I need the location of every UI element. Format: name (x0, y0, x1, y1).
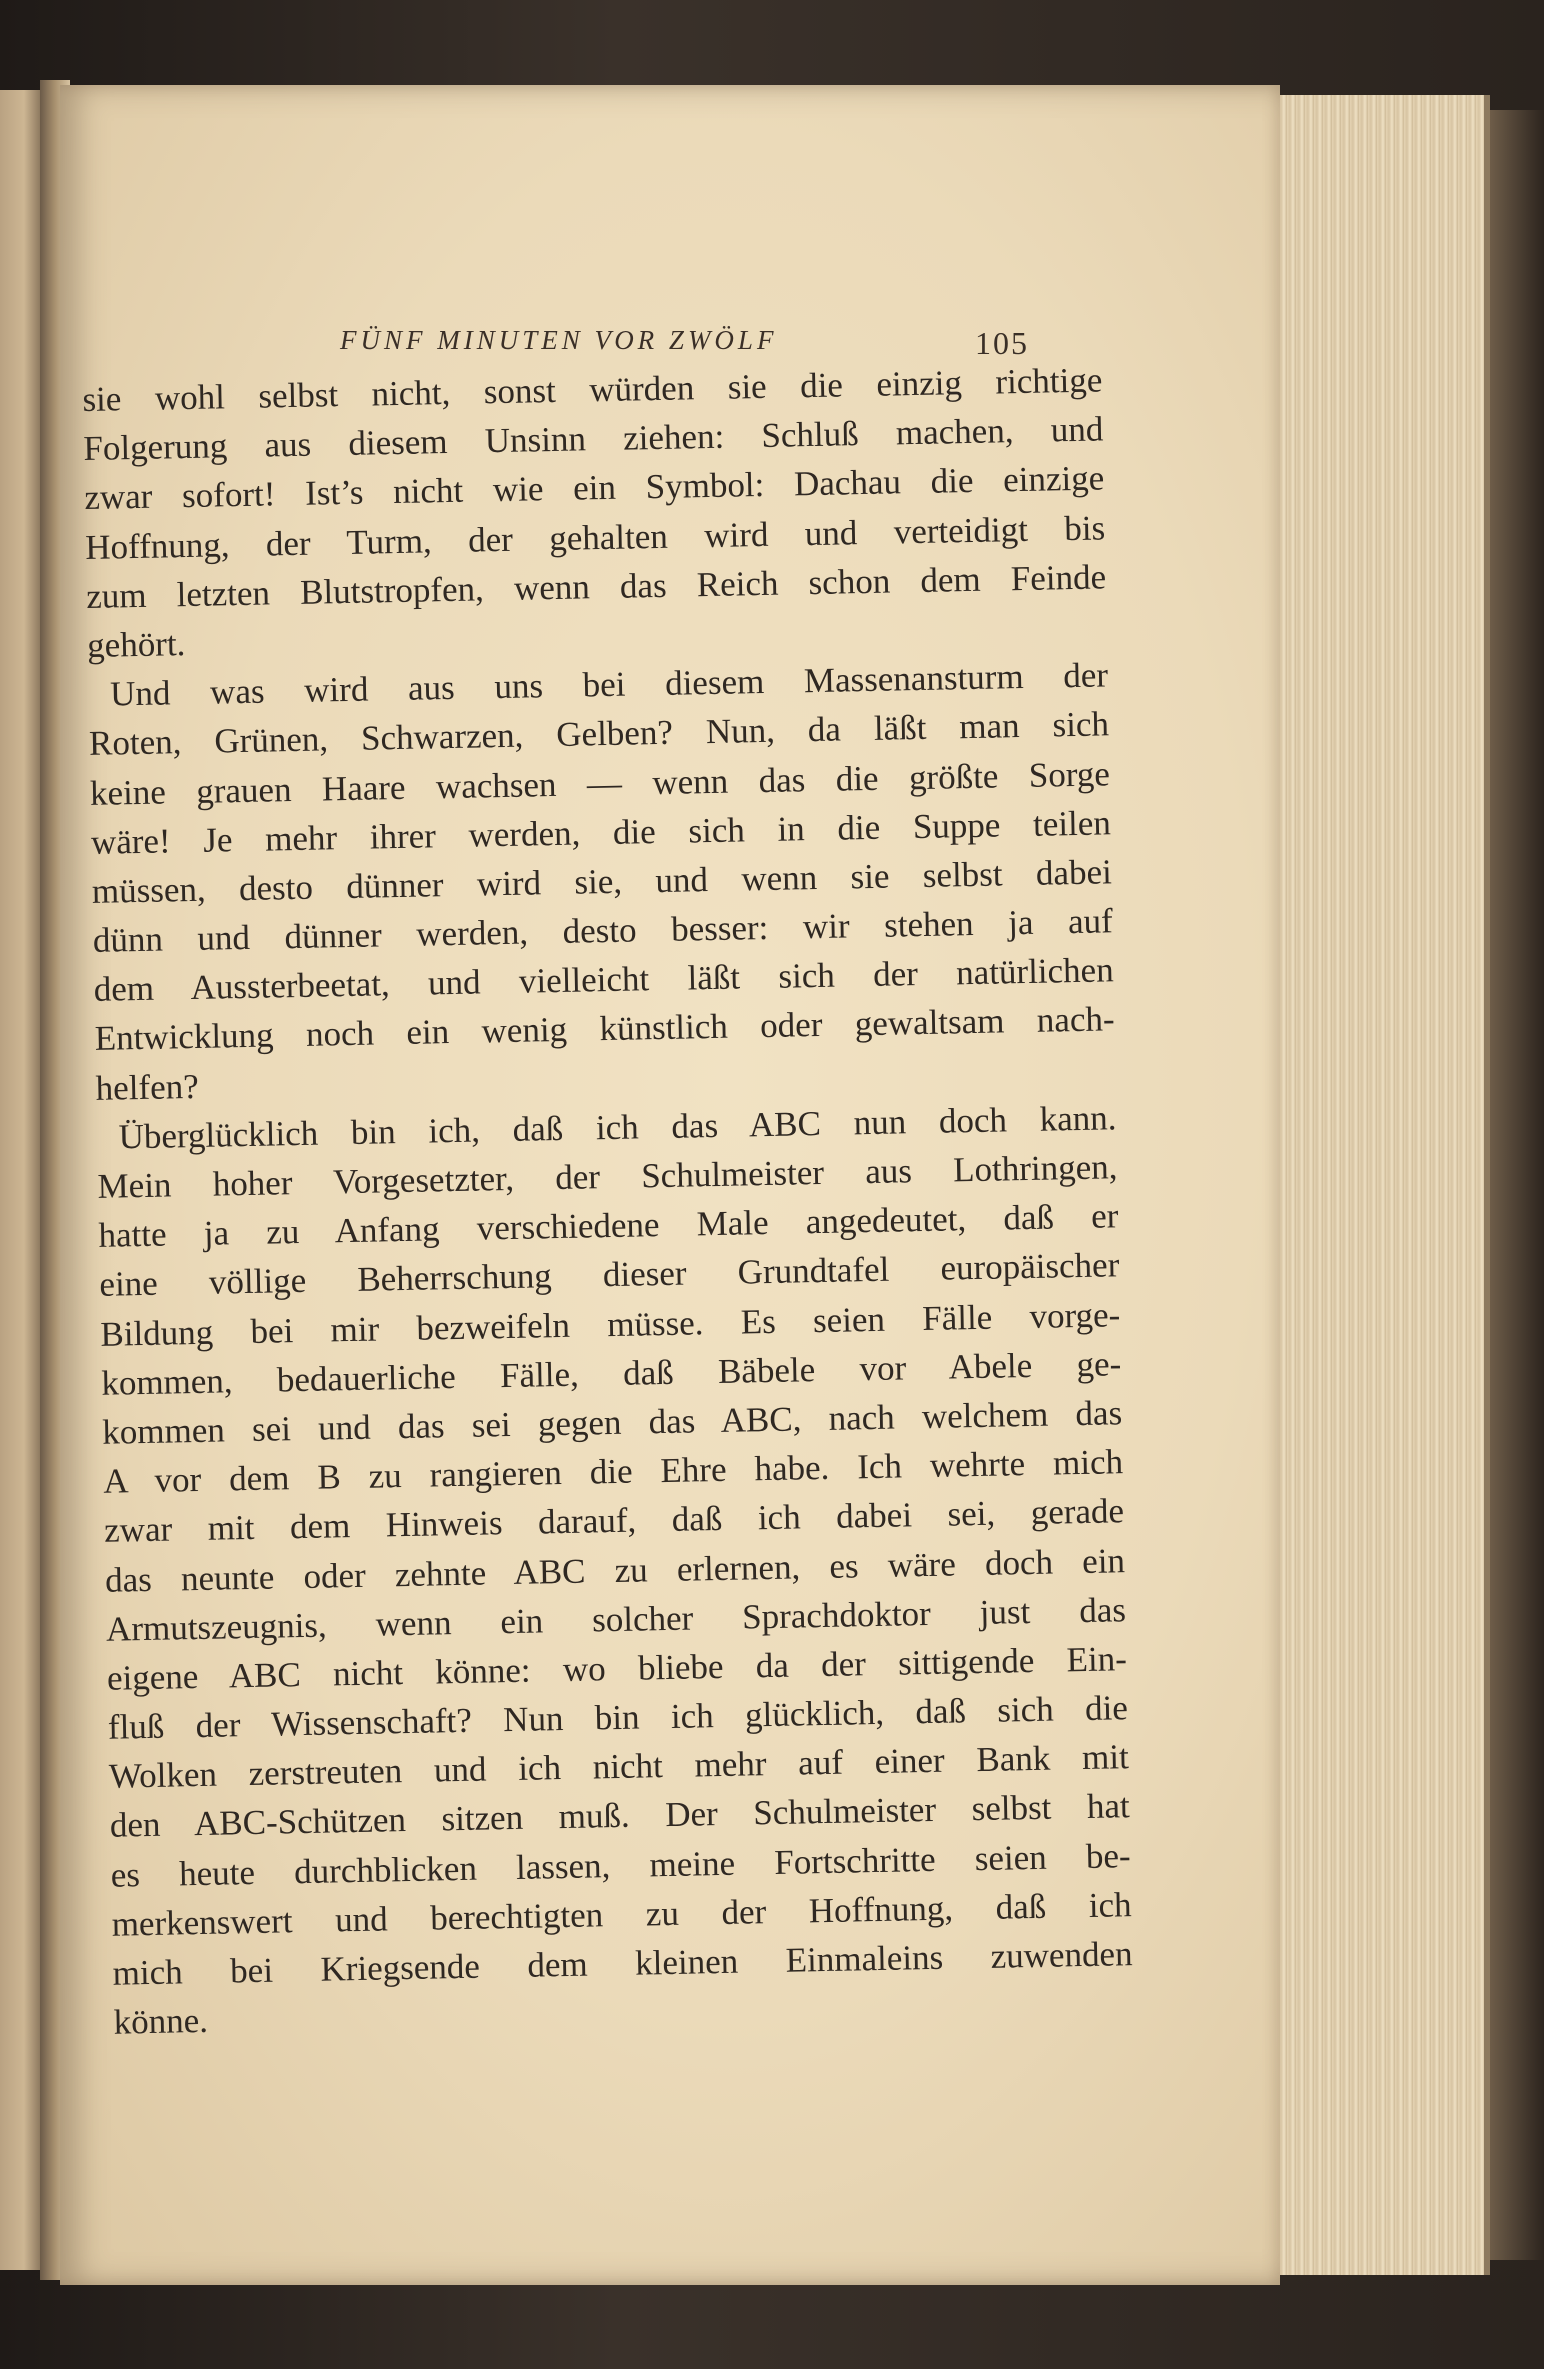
text-line: dünn und dünner werden, desto besser: wir stehen ja auf (92, 901, 1114, 960)
text-line: eigene ABC nicht könne: wo bliebe da der sittigende Ein- (106, 1639, 1128, 1698)
page-number: 105 (975, 325, 1029, 361)
running-head-title: FÜNF MINUTEN VOR ZWÖLF (340, 325, 778, 355)
text-line: dem Aussterbeetat, und vielleicht läßt sich der natürlichen (93, 950, 1114, 1010)
text-line: kommen sei und das sei gegen das ABC, nach welchem das (101, 1393, 1123, 1452)
text-line: Überglücklich bin ich, daß ich das ABC nun doch kann. (118, 1098, 1117, 1157)
text-line: Folgerung aus diesem Unsinn ziehen: Schluß machen, und (83, 409, 1104, 469)
page-stack-edge (1260, 95, 1490, 2275)
text-line: Und was wird aus uns bei diesem Massenansturm der (109, 655, 1109, 714)
text-line: es heute durchblicken lassen, meine Fortschritte seien be- (110, 1835, 1131, 1895)
text-line: Entwicklung noch ein wenig künstlich oder gewaltsam nach- (94, 999, 1115, 1059)
text-line: gehört. (86, 624, 186, 665)
book-cover-edge (1490, 110, 1544, 2260)
text-line: Bildung bei mir bezweifeln müsse. Es seien Fälle vorge- (100, 1294, 1121, 1354)
text-line: Mein hoher Vorgesetzter, der Schulmeister aus Lothringen, (97, 1147, 1118, 1206)
book-page (60, 85, 1280, 2285)
text-line: Hoffnung, der Turm, der gehalten wird und verteidigt bis (84, 507, 1106, 567)
text-line: könne. (113, 2001, 209, 2042)
body-text (82, 355, 1134, 2047)
text-line: A vor dem B zu rangieren die Ehre habe. Ich wehrte mich (102, 1442, 1124, 1501)
text-line: merkenswert und berechtigten zu der Hoffnung, daß ich (111, 1884, 1132, 1944)
text-line: das neunte oder zehnte ABC zu erlernen, es wäre doch ein (104, 1540, 1126, 1600)
text-line: den ABC-Schützen sitzen muß. Der Schulmeister selbst hat (109, 1786, 1131, 1846)
text-line: keine grauen Haare wachsen — wenn das die größte Sorge (89, 753, 1111, 813)
text-line: Armutszeugnis, wenn ein solcher Sprachdoktor just das (105, 1589, 1127, 1649)
text-line: zwar mit dem Hinweis darauf, daß ich dabei sei, gerade (103, 1491, 1125, 1551)
text-line: zwar sofort! Ist’s nicht wie ein Symbol: Dachau die einzige (83, 458, 1105, 518)
text-line: müssen, desto dünner wird sie, und wenn sie selbst dabei (91, 852, 1113, 911)
text-line: hatte ja zu Anfang verschiedene Male angedeutet, daß er (98, 1196, 1119, 1256)
previous-page-edge (0, 90, 40, 2270)
text-line: Wolken zerstreuten und ich nicht mehr auf einer Bank mit (108, 1737, 1130, 1796)
text-line: kommen, bedauerliche Fälle, daß Bäbele vor Abele ge- (100, 1343, 1122, 1403)
text-line: Roten, Grünen, Schwarzen, Gelben? Nun, da läßt man sich (88, 704, 1110, 764)
text-line: fluß der Wissenschaft? Nun bin ich glücklich, daß sich die (107, 1688, 1129, 1747)
text-line: wäre! Je mehr ihrer werden, die sich in die Suppe teilen (90, 803, 1112, 862)
text-line: sie wohl selbst nicht, sonst würden sie die einzig richtige (82, 360, 1103, 419)
text-line: zum letzten Blutstropfen, wenn das Reich schon dem Feinde (85, 557, 1107, 616)
text-line: helfen? (95, 1066, 200, 1108)
text-line: mich bei Kriegsende dem kleinen Einmaleins zuwenden (112, 1934, 1133, 1993)
text-line: eine völlige Beherrschung dieser Grundtafel europäischer (99, 1245, 1120, 1305)
